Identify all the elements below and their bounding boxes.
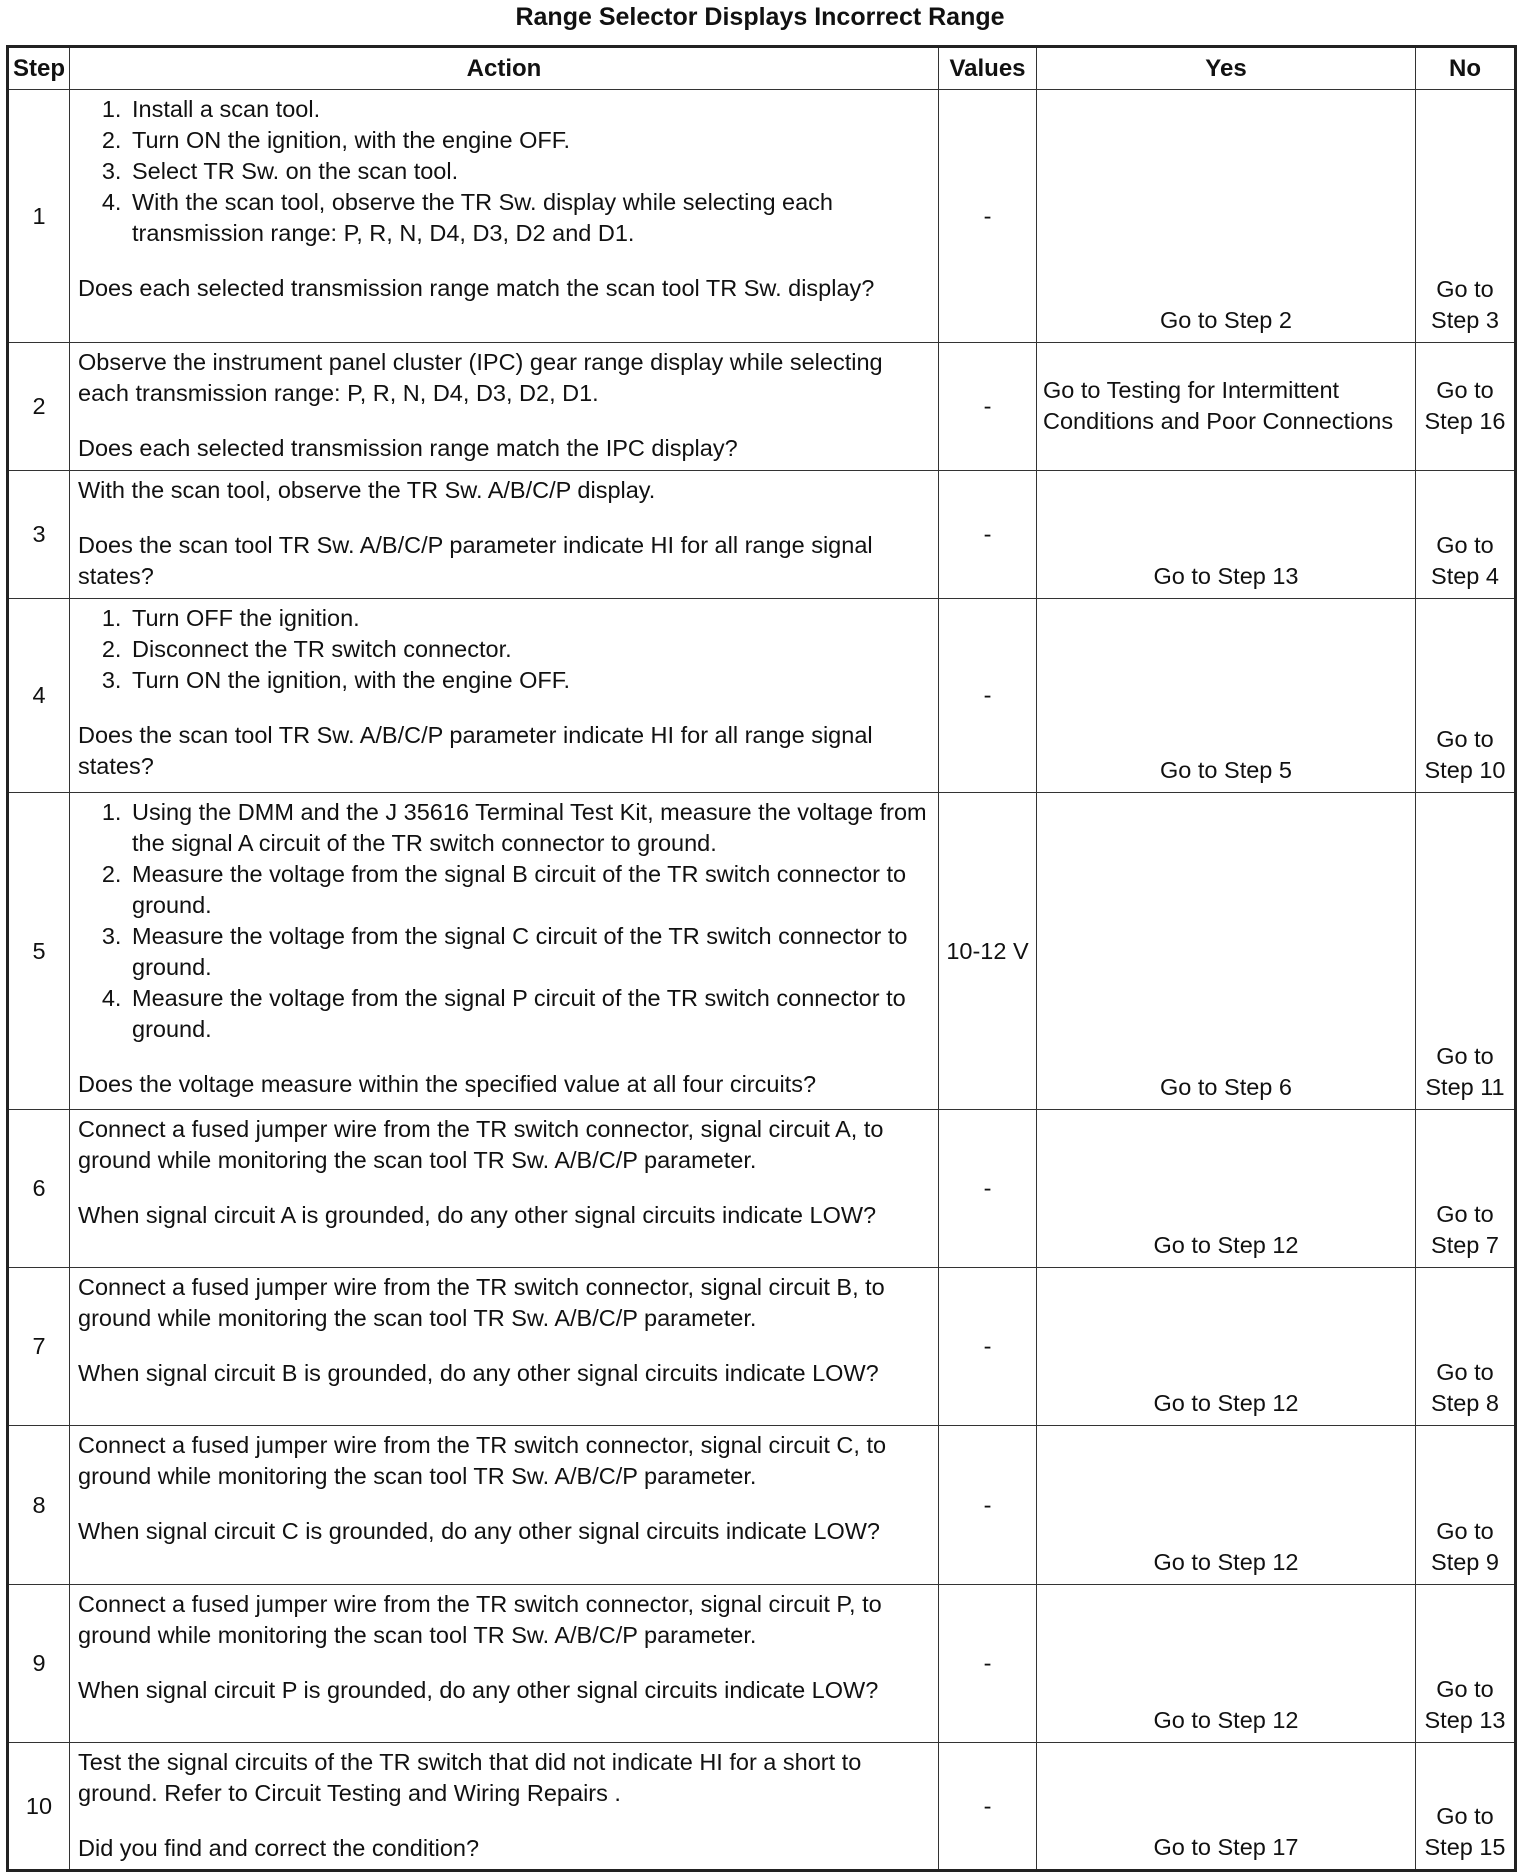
table-row [8, 1585, 1516, 1743]
yes-link[interactable]: Go to Step 17 [1037, 1743, 1416, 1871]
action-question: Does the scan tool TR Sw. A/B/C/P parameter indicate HI for all range signal states? [78, 532, 873, 589]
step-number: 2 [8, 343, 70, 471]
action-question: When signal circuit A is grounded, do any other signal circuits indicate LOW? [78, 1202, 877, 1228]
action-step: 3. Turn ON the ignition, with the engine OFF. [128, 665, 930, 696]
action-cell [70, 343, 939, 471]
header-action: Action [70, 47, 939, 90]
action-intro: With the scan tool, observe the TR Sw. A/B/C/P display. [78, 477, 656, 503]
action-step: 2. Turn ON the ignition, with the engine OFF. [128, 125, 930, 156]
no-link[interactable]: Go to Step 9 [1416, 1426, 1516, 1585]
step-number: 1 [8, 90, 70, 343]
values-cell: - [939, 90, 1037, 343]
no-link[interactable]: Go to Step 16 [1416, 343, 1516, 471]
action-question: When signal circuit C is grounded, do any other signal circuits indicate LOW? [78, 1518, 880, 1544]
action-cell [70, 1268, 939, 1426]
values-cell: - [939, 1585, 1037, 1743]
yes-link[interactable]: Go to Step 2 [1037, 90, 1416, 343]
step-number: 9 [8, 1585, 70, 1743]
action-intro: Test the signal circuits of the TR switch that did not indicate HI for a short to ground. Refer to Circuit Testing and Wiring Repairs . [78, 1749, 862, 1806]
action-intro: Connect a fused jumper wire from the TR switch connector, signal circuit P, to ground while monitoring the scan tool TR Sw. A/B/C/P parameter. [78, 1591, 882, 1648]
action-cell [70, 1110, 939, 1268]
step-number: 6 [8, 1110, 70, 1268]
page-title: Range Selector Displays Incorrect Range [515, 3, 1005, 31]
values-cell: - [939, 1743, 1037, 1871]
table-row [8, 1268, 1516, 1426]
values-cell: - [939, 1426, 1037, 1585]
yes-link[interactable]: Go to Step 13 [1037, 471, 1416, 599]
values-cell: - [939, 343, 1037, 471]
table-row [8, 599, 1516, 793]
no-link[interactable]: Go to Step 4 [1416, 471, 1516, 599]
step-number: 5 [8, 793, 70, 1110]
action-step: 2. Measure the voltage from the signal B circuit of the TR switch connector to ground. [128, 859, 930, 921]
action-intro: Connect a fused jumper wire from the TR switch connector, signal circuit A, to ground while monitoring the scan tool TR Sw. A/B/C/P parameter. [78, 1116, 884, 1173]
action-intro: Connect a fused jumper wire from the TR switch connector, signal circuit B, to ground while monitoring the scan tool TR Sw. A/B/C/P parameter. [78, 1274, 885, 1331]
table-row [8, 90, 1516, 343]
action-step: 1. Install a scan tool. [128, 94, 930, 125]
header-values: Values [939, 47, 1037, 90]
step-number: 7 [8, 1268, 70, 1426]
action-question: When signal circuit B is grounded, do any other signal circuits indicate LOW? [78, 1360, 879, 1386]
table-row [8, 1110, 1516, 1268]
step-number: 10 [8, 1743, 70, 1871]
action-step: 1. Using the DMM and the J 35616 Terminal Test Kit, measure the voltage from the signal A circuit of the TR switch connector to ground. [128, 797, 930, 859]
no-link[interactable]: Go to Step 11 [1416, 793, 1516, 1110]
action-cell [70, 90, 939, 343]
action-intro: Observe the instrument panel cluster (IPC) gear range display while selecting each transmission range: P, R, N, D4, D3, D2, D1. [78, 349, 883, 406]
yes-link[interactable]: Go to Step 6 [1037, 793, 1416, 1110]
no-link[interactable]: Go to Step 13 [1416, 1585, 1516, 1743]
action-step: 3. Measure the voltage from the signal C circuit of the TR switch connector to ground. [128, 921, 930, 983]
yes-link[interactable]: Go to Step 12 [1037, 1268, 1416, 1426]
table-row [8, 343, 1516, 471]
action-step: 2. Disconnect the TR switch connector. [128, 634, 930, 665]
diagnostic-table [6, 45, 1517, 1872]
action-cell [70, 1585, 939, 1743]
action-intro: Connect a fused jumper wire from the TR switch connector, signal circuit C, to ground while monitoring the scan tool TR Sw. A/B/C/P parameter. [78, 1432, 887, 1489]
values-cell: - [939, 1268, 1037, 1426]
step-number: 3 [8, 471, 70, 599]
step-number: 8 [8, 1426, 70, 1585]
header-yes: Yes [1037, 47, 1416, 90]
values-cell: - [939, 471, 1037, 599]
header-row [8, 47, 1516, 90]
yes-link[interactable]: Go to Step 12 [1037, 1585, 1416, 1743]
action-cell [70, 1743, 939, 1871]
action-cell [70, 793, 939, 1110]
action-step: 1. Turn OFF the ignition. [128, 603, 930, 634]
action-step: 3. Select TR Sw. on the scan tool. [128, 156, 930, 187]
action-cell [70, 471, 939, 599]
action-question: Does each selected transmission range match the scan tool TR Sw. display? [78, 275, 875, 301]
yes-link[interactable]: Go to Step 12 [1037, 1110, 1416, 1268]
values-cell: - [939, 1110, 1037, 1268]
header-step: Step [8, 47, 70, 90]
action-question: Does the scan tool TR Sw. A/B/C/P parameter indicate HI for all range signal states? [78, 722, 873, 779]
action-steps [78, 603, 930, 696]
no-link[interactable]: Go to Step 10 [1416, 599, 1516, 793]
yes-link[interactable]: Go to Step 5 [1037, 599, 1416, 793]
action-question: Does the voltage measure within the specified value at all four circuits? [78, 1071, 817, 1097]
no-link[interactable]: Go to Step 15 [1416, 1743, 1516, 1871]
action-question: Does each selected transmission range match the IPC display? [78, 435, 738, 461]
table-row [8, 471, 1516, 599]
yes-link[interactable]: Go to Step 12 [1037, 1426, 1416, 1585]
values-cell: - [939, 599, 1037, 793]
table-row [8, 1426, 1516, 1585]
action-cell [70, 1426, 939, 1585]
table-row [8, 1743, 1516, 1871]
no-link[interactable]: Go to Step 7 [1416, 1110, 1516, 1268]
header-no: No [1416, 47, 1516, 90]
action-cell [70, 599, 939, 793]
no-link[interactable]: Go to Step 8 [1416, 1268, 1516, 1426]
step-number: 4 [8, 599, 70, 793]
action-step: 4. Measure the voltage from the signal P circuit of the TR switch connector to ground. [128, 983, 930, 1045]
action-steps [78, 797, 930, 1045]
no-link[interactable]: Go to Step 3 [1416, 90, 1516, 343]
values-cell: 10-12 V [939, 793, 1037, 1110]
yes-link[interactable]: Go to Testing for Intermittent Conditions and Poor Connections [1037, 343, 1416, 471]
table-row [8, 793, 1516, 1110]
action-question: Did you find and correct the condition? [78, 1835, 480, 1861]
action-steps [78, 94, 930, 249]
action-question: When signal circuit P is grounded, do any other signal circuits indicate LOW? [78, 1677, 879, 1703]
action-step: 4. With the scan tool, observe the TR Sw. display while selecting each transmission range: P, R, N, D4, D3, D2 and D1. [128, 187, 930, 249]
